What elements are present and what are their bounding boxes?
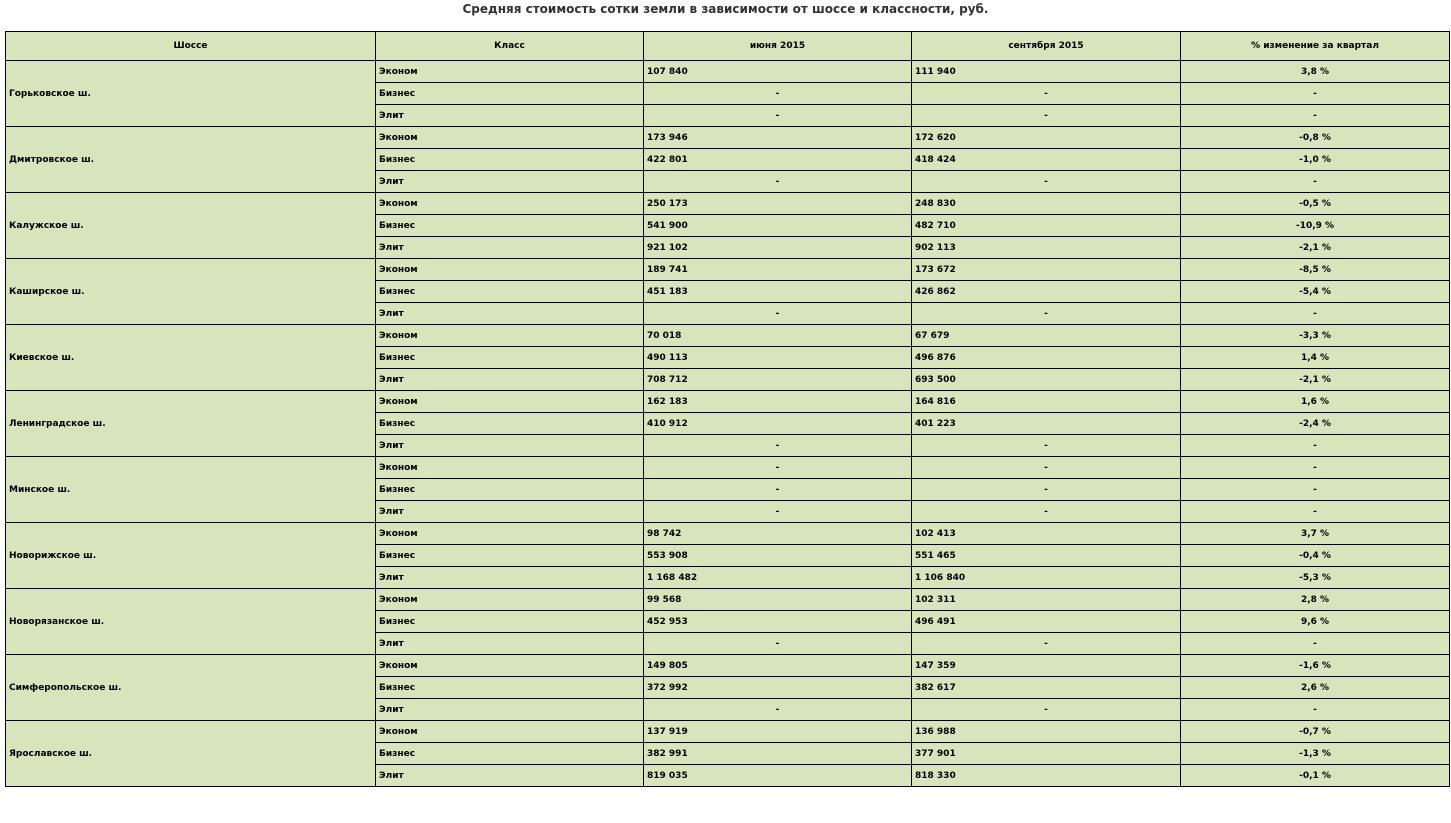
change-percent-cell: -2,4 % [1181, 413, 1450, 435]
class-cell: Элит [376, 765, 644, 787]
header-row [6, 32, 1450, 61]
september-value-cell: 67 679 [912, 325, 1181, 347]
june-value-cell: 490 113 [644, 347, 912, 369]
september-value-cell: 693 500 [912, 369, 1181, 391]
highway-cell: Новорязанское ш. [6, 589, 376, 655]
september-value-cell: 382 617 [912, 677, 1181, 699]
change-percent-cell: -0,8 % [1181, 127, 1450, 149]
change-percent-cell: - [1181, 501, 1450, 523]
change-percent-cell: - [1181, 171, 1450, 193]
column-header-highway: Шоссе [6, 32, 376, 61]
june-value-cell: 382 991 [644, 743, 912, 765]
table-row [6, 721, 1450, 743]
june-value-cell: 422 801 [644, 149, 912, 171]
change-percent-cell: 2,8 % [1181, 589, 1450, 611]
september-value-cell: 902 113 [912, 237, 1181, 259]
change-percent-cell: -10,9 % [1181, 215, 1450, 237]
september-value-cell: - [912, 435, 1181, 457]
class-cell: Эконом [376, 589, 644, 611]
change-percent-cell: - [1181, 105, 1450, 127]
class-cell: Эконом [376, 523, 644, 545]
september-value-cell: 401 223 [912, 413, 1181, 435]
class-cell: Элит [376, 237, 644, 259]
june-value-cell: 70 018 [644, 325, 912, 347]
highway-cell: Киевское ш. [6, 325, 376, 391]
table-row [6, 457, 1450, 479]
class-cell: Бизнес [376, 545, 644, 567]
class-cell: Эконом [376, 655, 644, 677]
change-percent-cell: 3,7 % [1181, 523, 1450, 545]
class-cell: Элит [376, 105, 644, 127]
change-percent-cell: -0,1 % [1181, 765, 1450, 787]
change-percent-cell: - [1181, 457, 1450, 479]
change-percent-cell: 3,8 % [1181, 61, 1450, 83]
table-row [6, 589, 1450, 611]
september-value-cell: 172 620 [912, 127, 1181, 149]
class-cell: Элит [376, 369, 644, 391]
september-value-cell: - [912, 457, 1181, 479]
september-value-cell: - [912, 171, 1181, 193]
september-value-cell: 496 876 [912, 347, 1181, 369]
class-cell: Бизнес [376, 215, 644, 237]
june-value-cell: 708 712 [644, 369, 912, 391]
september-value-cell: - [912, 105, 1181, 127]
change-percent-cell: 1,4 % [1181, 347, 1450, 369]
september-value-cell: 496 491 [912, 611, 1181, 633]
change-percent-cell: -0,4 % [1181, 545, 1450, 567]
september-value-cell: 377 901 [912, 743, 1181, 765]
june-value-cell: 189 741 [644, 259, 912, 281]
june-value-cell: 410 912 [644, 413, 912, 435]
table-row [6, 61, 1450, 83]
table-row [6, 259, 1450, 281]
september-value-cell: 111 940 [912, 61, 1181, 83]
september-value-cell: 818 330 [912, 765, 1181, 787]
change-percent-cell: -2,1 % [1181, 369, 1450, 391]
september-value-cell: 136 988 [912, 721, 1181, 743]
june-value-cell: 541 900 [644, 215, 912, 237]
september-value-cell: 426 862 [912, 281, 1181, 303]
change-percent-cell: -1,3 % [1181, 743, 1450, 765]
september-value-cell: 102 311 [912, 589, 1181, 611]
class-cell: Элит [376, 171, 644, 193]
table-row [6, 193, 1450, 215]
september-value-cell: - [912, 699, 1181, 721]
class-cell: Эконом [376, 61, 644, 83]
highway-cell: Горьковское ш. [6, 61, 376, 127]
table-row [6, 655, 1450, 677]
class-cell: Бизнес [376, 611, 644, 633]
highway-cell: Новорижское ш. [6, 523, 376, 589]
june-value-cell: 99 568 [644, 589, 912, 611]
june-value-cell: - [644, 171, 912, 193]
september-value-cell: - [912, 479, 1181, 501]
class-cell: Эконом [376, 457, 644, 479]
class-cell: Эконом [376, 721, 644, 743]
class-cell: Эконом [376, 193, 644, 215]
change-percent-cell: -5,4 % [1181, 281, 1450, 303]
class-cell: Бизнес [376, 743, 644, 765]
change-percent-cell: -3,3 % [1181, 325, 1450, 347]
june-value-cell: - [644, 105, 912, 127]
september-value-cell: 1 106 840 [912, 567, 1181, 589]
september-value-cell: 248 830 [912, 193, 1181, 215]
september-value-cell: - [912, 501, 1181, 523]
june-value-cell: - [644, 501, 912, 523]
highway-cell: Ярославское ш. [6, 721, 376, 787]
column-header-quarter-change: % изменение за квартал [1181, 32, 1450, 61]
highway-cell: Ленинградское ш. [6, 391, 376, 457]
class-cell: Эконом [376, 391, 644, 413]
june-value-cell: 553 908 [644, 545, 912, 567]
june-value-cell: - [644, 83, 912, 105]
table-body [6, 61, 1450, 787]
change-percent-cell: -1,0 % [1181, 149, 1450, 171]
june-value-cell: 921 102 [644, 237, 912, 259]
class-cell: Элит [376, 567, 644, 589]
column-header-september-2015: сентября 2015 [912, 32, 1181, 61]
highway-cell: Дмитровское ш. [6, 127, 376, 193]
class-cell: Элит [376, 633, 644, 655]
june-value-cell: - [644, 633, 912, 655]
june-value-cell: - [644, 303, 912, 325]
column-header-june-2015: июня 2015 [644, 32, 912, 61]
june-value-cell: - [644, 699, 912, 721]
change-percent-cell: 1,6 % [1181, 391, 1450, 413]
class-cell: Эконом [376, 325, 644, 347]
change-percent-cell: - [1181, 435, 1450, 457]
highway-cell: Калужское ш. [6, 193, 376, 259]
june-value-cell: - [644, 479, 912, 501]
class-cell: Бизнес [376, 677, 644, 699]
june-value-cell: 1 168 482 [644, 567, 912, 589]
class-cell: Бизнес [376, 83, 644, 105]
june-value-cell: 137 919 [644, 721, 912, 743]
table-row [6, 523, 1450, 545]
september-value-cell: 164 816 [912, 391, 1181, 413]
june-value-cell: 173 946 [644, 127, 912, 149]
class-cell: Бизнес [376, 479, 644, 501]
change-percent-cell: -8,5 % [1181, 259, 1450, 281]
june-value-cell: 452 953 [644, 611, 912, 633]
highway-cell: Симферопольское ш. [6, 655, 376, 721]
june-value-cell: 819 035 [644, 765, 912, 787]
change-percent-cell: -0,5 % [1181, 193, 1450, 215]
class-cell: Эконом [376, 127, 644, 149]
table-row [6, 391, 1450, 413]
change-percent-cell: - [1181, 303, 1450, 325]
september-value-cell: 102 413 [912, 523, 1181, 545]
september-value-cell: 147 359 [912, 655, 1181, 677]
june-value-cell: - [644, 457, 912, 479]
june-value-cell: 162 183 [644, 391, 912, 413]
class-cell: Эконом [376, 259, 644, 281]
page-title: Средняя стоимость сотки земли в зависимости от шоссе и классности, руб. [462, 2, 989, 16]
price-table [5, 31, 1450, 787]
june-value-cell: 149 805 [644, 655, 912, 677]
class-cell: Бизнес [376, 413, 644, 435]
class-cell: Элит [376, 501, 644, 523]
class-cell: Элит [376, 303, 644, 325]
september-value-cell: - [912, 303, 1181, 325]
class-cell: Бизнес [376, 347, 644, 369]
highway-cell: Каширское ш. [6, 259, 376, 325]
class-cell: Элит [376, 435, 644, 457]
change-percent-cell: -0,7 % [1181, 721, 1450, 743]
change-percent-cell: -5,3 % [1181, 567, 1450, 589]
june-value-cell: 250 173 [644, 193, 912, 215]
september-value-cell: 173 672 [912, 259, 1181, 281]
table-row [6, 325, 1450, 347]
june-value-cell: - [644, 435, 912, 457]
change-percent-cell: - [1181, 479, 1450, 501]
class-cell: Бизнес [376, 149, 644, 171]
highway-cell: Минское ш. [6, 457, 376, 523]
june-value-cell: 107 840 [644, 61, 912, 83]
june-value-cell: 372 992 [644, 677, 912, 699]
class-cell: Бизнес [376, 281, 644, 303]
september-value-cell: - [912, 633, 1181, 655]
september-value-cell: 418 424 [912, 149, 1181, 171]
june-value-cell: 98 742 [644, 523, 912, 545]
change-percent-cell: - [1181, 633, 1450, 655]
change-percent-cell: 9,6 % [1181, 611, 1450, 633]
change-percent-cell: -2,1 % [1181, 237, 1450, 259]
table-row [6, 127, 1450, 149]
change-percent-cell: -1,6 % [1181, 655, 1450, 677]
column-header-class: Класс [376, 32, 644, 61]
change-percent-cell: 2,6 % [1181, 677, 1450, 699]
september-value-cell: 551 465 [912, 545, 1181, 567]
september-value-cell: - [912, 83, 1181, 105]
june-value-cell: 451 183 [644, 281, 912, 303]
change-percent-cell: - [1181, 699, 1450, 721]
september-value-cell: 482 710 [912, 215, 1181, 237]
class-cell: Элит [376, 699, 644, 721]
change-percent-cell: - [1181, 83, 1450, 105]
